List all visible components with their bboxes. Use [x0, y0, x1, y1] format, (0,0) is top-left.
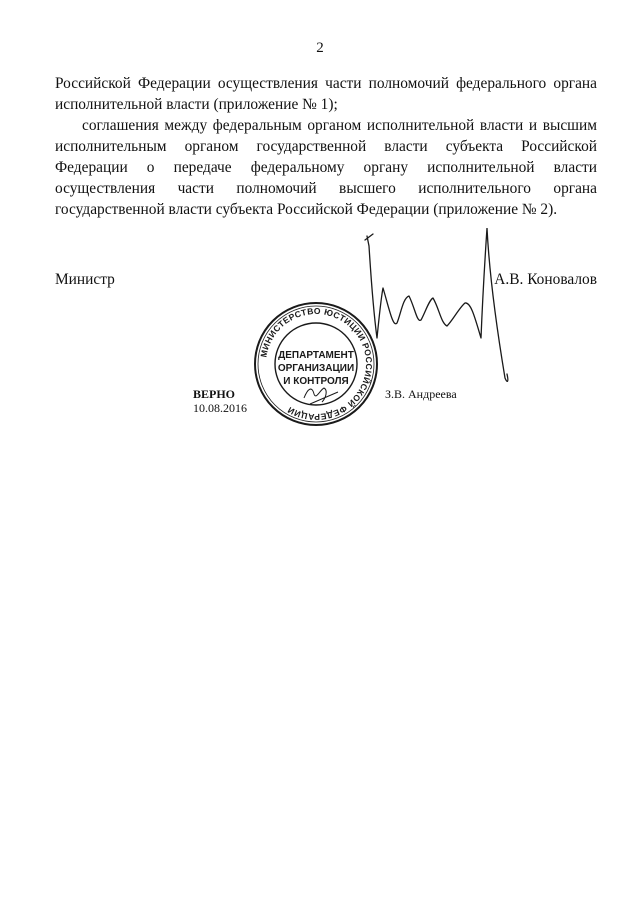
certification-block	[193, 387, 247, 415]
paragraph-continuation: Российской Федерации осуществления части полномочий федерального органа исполнительной власти (приложение № 1);	[55, 75, 597, 113]
stamp-line-3: И КОНТРОЛЯ	[283, 376, 349, 387]
stamp-line-1: ДЕПАРТАМЕНТ	[278, 350, 354, 361]
certification-date: 10.08.2016	[193, 401, 247, 415]
page-number: 2	[316, 40, 324, 56]
certified-label: ВЕРНО	[193, 387, 236, 401]
minister-signature	[355, 228, 535, 388]
official-stamp	[252, 300, 380, 428]
signatory-name: А.В. Коновалов	[494, 271, 597, 288]
paragraph-agreement: соглашения между федеральным органом исполнительной власти и высшим исполнительным органом государственной власти субъекта Российской Федерации о передаче федеральному органу исполнительной власти осуществления части полномочий высшего исполнительного органа государственной власти субъекта Российской Федерации (приложение № 2).	[55, 117, 597, 218]
stamp-line-2: ОРГАНИЗАЦИИ	[277, 363, 355, 374]
stamp-ring-text: МИНИСТЕРСТВО ЮСТИЦИИ РОССИЙСКОЙ ФЕДЕРАЦИИ	[258, 305, 375, 423]
signatory-title: Министр	[55, 271, 115, 288]
document-body	[55, 73, 597, 220]
certifier-name: З.В. Андреева	[385, 387, 457, 401]
